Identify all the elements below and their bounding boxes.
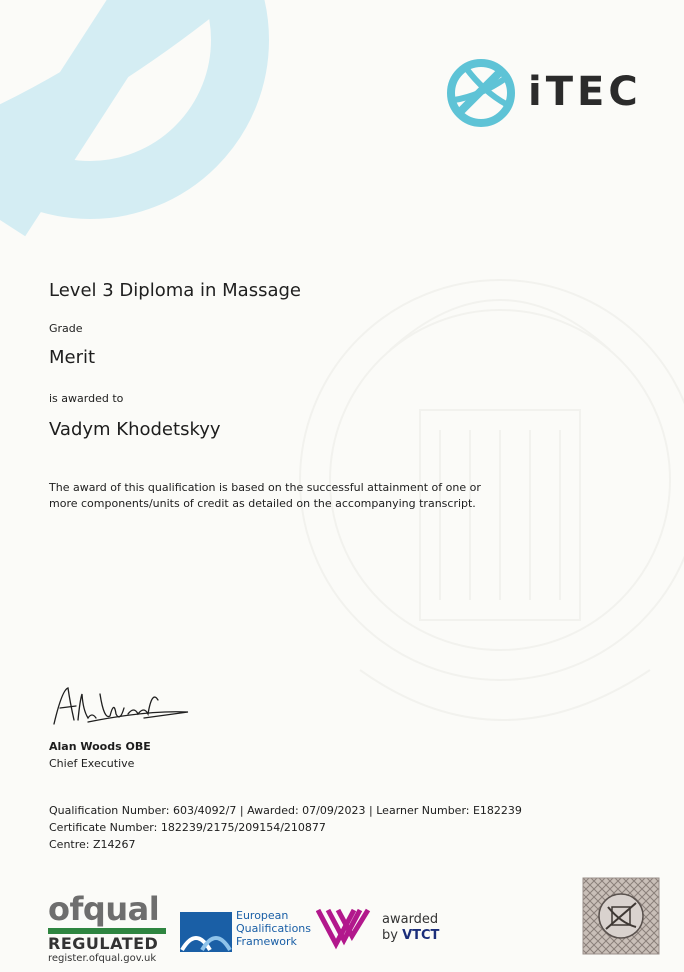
eqf-line2: Qualifications (236, 922, 312, 935)
learner-name: Vadym Khodetskyy (49, 419, 221, 440)
ofqual-regulated: REGULATED (48, 934, 159, 953)
vtct-line1: awarded (382, 912, 439, 927)
eqf-line3: Framework (236, 935, 297, 948)
vtct-brand: VTCT (402, 928, 440, 943)
itec-globe-icon (444, 56, 518, 130)
award-description: The award of this qualification is based on the successful attainment of one or more components/units of credit as detailed on the accompanying transcript. (49, 481, 481, 510)
ofqual-wordmark: ofqual (48, 890, 160, 928)
eqf-line1: European (236, 909, 289, 922)
ofqual-regulated-logo (48, 892, 168, 968)
itec-logo (444, 56, 654, 130)
watermark-globe-icon (0, 0, 290, 240)
eqf-arch-icon (180, 912, 232, 952)
signatory-name: Alan Woods OBE (49, 740, 151, 753)
signature-image (48, 680, 198, 730)
brand-name: iTEC (528, 69, 642, 115)
qualification-title: Level 3 Diploma in Massage (49, 280, 301, 301)
vtct-line2 (382, 928, 439, 944)
qualification-details: Qualification Number: 603/4092/7 | Awarded: 07/09/2023 | Learner Number: E182239 (49, 804, 522, 817)
eqf-logo (180, 906, 310, 956)
certificate-number: Certificate Number: 182239/2175/209154/210877 (49, 821, 326, 834)
vtct-prefix: by (382, 928, 403, 943)
ofqual-url: register.ofqual.gov.uk (48, 953, 157, 964)
grade-value: Merit (49, 347, 96, 368)
signatory-role: Chief Executive (49, 757, 135, 770)
grade-label: Grade (49, 322, 83, 335)
hologram-seal-icon (582, 877, 660, 955)
awarded-to-label: is awarded to (49, 392, 124, 405)
vtct-chevron-icon (316, 904, 372, 950)
centre-number: Centre: Z14267 (49, 838, 136, 851)
vtct-logo (316, 904, 456, 954)
vtct-text (382, 912, 439, 944)
eqf-text (236, 909, 311, 948)
